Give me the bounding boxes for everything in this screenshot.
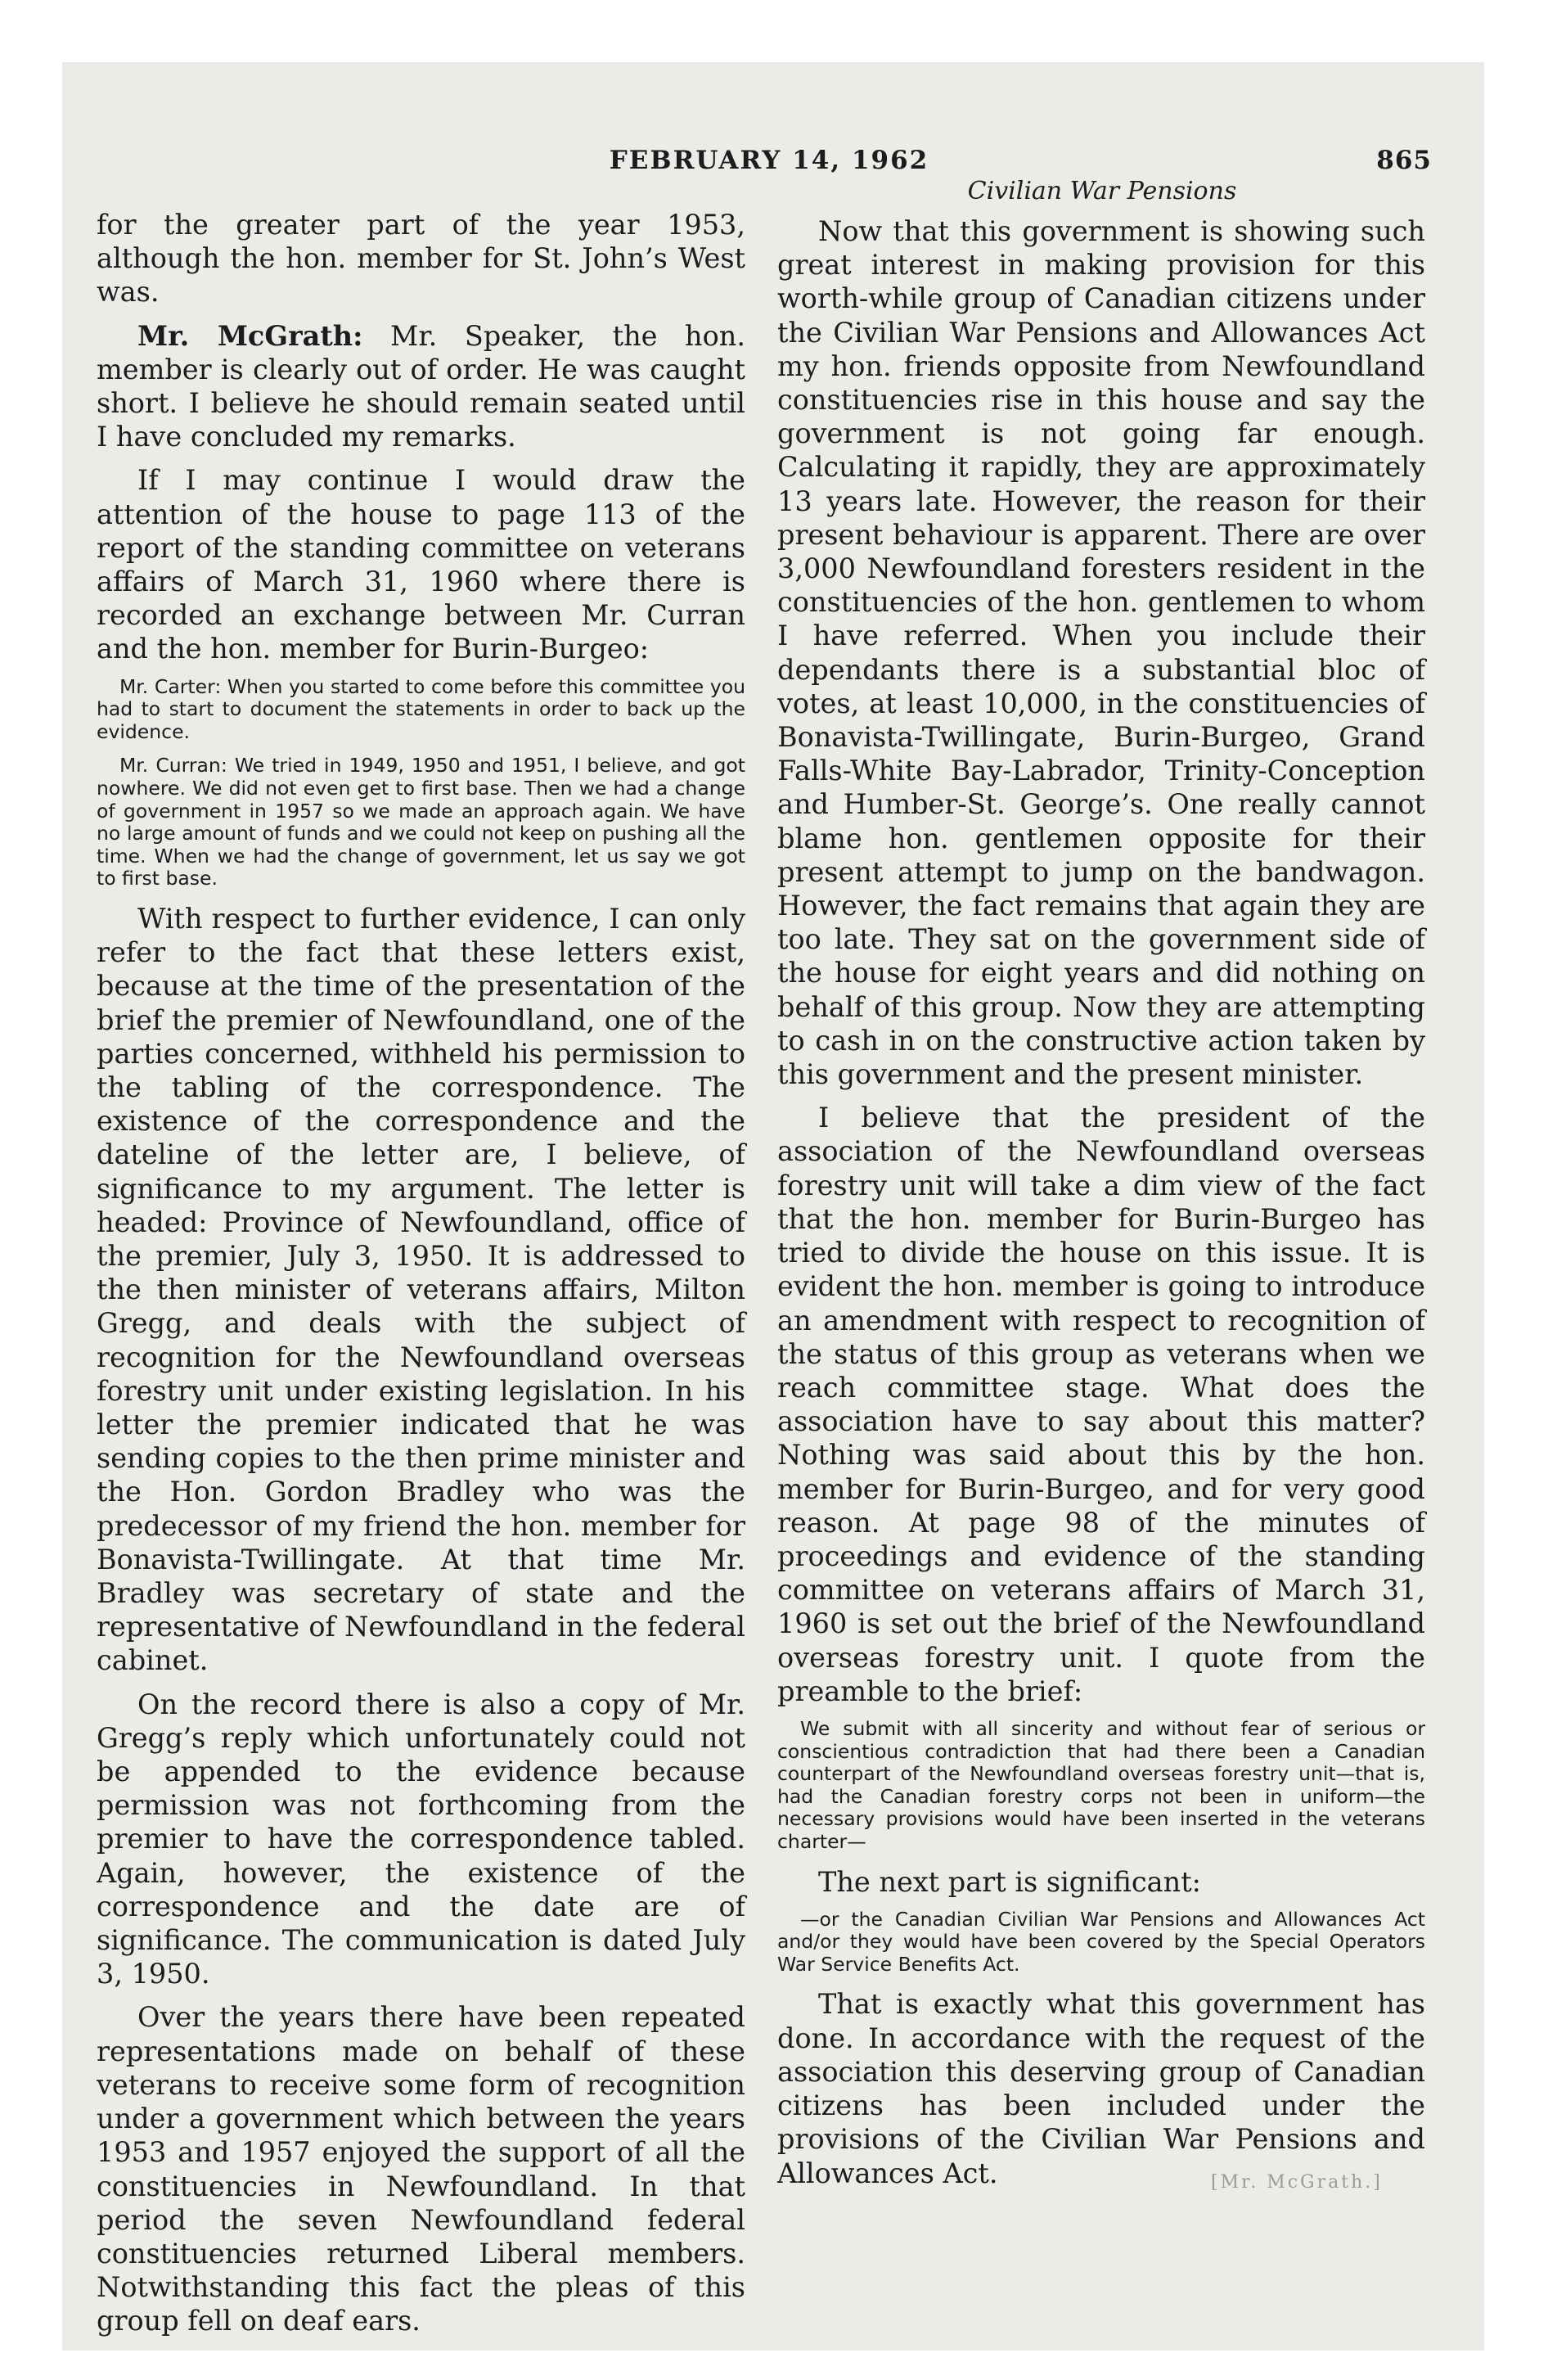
paragraph: On the record there is also a copy of Mr. Gregg’s reply which unfortunately could not be appended to the evidence because permission was not forthcoming from the premier to have the correspondence tabled. Again, however, the existence of the correspondence and the date are of significance. The communication is dated July 3, 1950. [97,1688,745,1990]
quoted-exchange [97,676,745,744]
left-column [97,208,745,2348]
paragraph: Now that this government is showing such great interest in making provision for this worth-while group of Canadian citizens under the Civilian War Pensions and Allowances Act my hon. friends opposite from Newfoundland constituencies rise in this house and say the government is not going far enough. Calculating it rapidly, they are approximately 13 years late. However, the reason for their present behaviour is apparent. There are over 3,000 Newfoundland foresters resident in the constituencies of the hon. gentlemen to whom I have referred. When you include their dependants there is a substantial bloc of votes, at least 10,000, in the constituencies of Bonavista-Twillingate, Burin-Burgeo, Grand Falls-White Bay-Labrador, Trinity-Conception and Humber-St. George’s. One really cannot blame hon. gentlemen opposite for their present attempt to jump on the bandwagon. However, the fact remains that again they are too late. They sat on the government side of the house for eight years and did nothing on behalf of this group. Now they are attempting to cash in on the constructive action taken by this government and the present minister. [777,215,1425,1091]
paragraph [97,319,745,454]
speech-text: When you started to come before this committee you had to start to document the statements in order to back up the evidence. [97,674,746,743]
speech-text: We tried in 1949, 1950 and 1951, I believe, and got nowhere. We did not even get to first base. Then we had a change of government in 1957 so we made an approach again. We have no large amount of funds and we could not keep on pushing all the time. When we had the change of government, let us say we got to first base. [97,754,745,890]
speaker-name: Mr. McGrath: [137,319,363,352]
paragraph: That is exactly what this government has done. In accordance with the request of the association this deserving group of Canadian citizens has been included under the provisions of the Civilian War Pensions and Allowances Act. [777,1988,1425,2189]
speaker-footer-mark: [Mr. McGrath.] [1211,2172,1383,2193]
block-quote: We submit with all sincerity and without fear of serious or conscientious contradiction that had there been a Canadian counterpart of the Newfoundland overseas forestry unit—that is, had the Canadian forestry corps not been in uniform—the necessary provisions would have been inserted in the veterans charter— [777,1716,1425,1853]
paragraph: If I may continue I would draw the attention of the house to page 113 of the report of the standing committee on veterans affairs of March 31, 1960 where there is recorded an exchange between Mr. Curran and the hon. member for Burin-Burgeo: [97,464,745,665]
speaker-name: Mr. Carter: [119,674,222,698]
page-date: FEBRUARY 14, 1962 [609,146,929,175]
speaker-name: Mr. Curran: [119,754,227,778]
quoted-exchange [97,755,745,890]
paragraph: Over the years there have been repeated representations made on behalf of these veterans to receive some form of recognition under a government which between the years 1953 and 1957 enjoyed the support of all the constituencies in Newfoundland. In that period the seven Newfoundland federal constituencies returned Liberal members. Notwithstanding this fact the pleas of this group fell on deaf ears. [97,2001,745,2337]
paragraph: I believe that the president of the association of the Newfoundland overseas forestry unit will take a dim view of the fact that the hon. member for Burin-Burgeo has tried to divide the house on this issue. It is evident the hon. member is going to introduce an amendment with respect to recognition of the status of this group as veterans when we reach committee stage. What does the association have to say about this matter? Nothing was said about this by the hon. member for Burin-Burgeo, and for very good reason. At page 98 of the minutes of proceedings and evidence of the standing committee on veterans affairs of March 31, 1960 is set out the brief of the Newfoundland overseas forestry unit. I quote from the preamble to the brief: [777,1102,1425,1707]
right-column [777,214,1425,2200]
block-quote: —or the Canadian Civilian War Pensions and Allowances Act and/or they would have been covered by the Special Operators War Service Benefits Act. [777,1907,1425,1976]
speech-text: Mr. Speaker, the hon. member is clearly out of order. He was caught short. I believe he should remain seated until I have concluded my remarks. [97,319,745,453]
paragraph: The next part is significant: [818,1865,1201,1898]
paragraph: for the greater part of the year 1953, although the hon. member for St. John’s West was. [97,209,745,309]
page-subject: Civilian War Pensions [967,177,1237,205]
page-number: 865 [1376,146,1432,175]
paragraph: With respect to further evidence, I can only refer to the fact that these letters exist, because at the time of the presentation of the brief the premier of Newfoundland, one of the parties concerned, withheld his permission to the tabling of the correspondence. The existence of the correspondence and the dateline of the letter are, I believe, of significance to my argument. The letter is headed: Province of Newfoundland, office of the premier, July 3, 1950. It is addressed to the then minister of veterans affairs, Milton Gregg, and deals with the subject of recognition for the Newfoundland overseas forestry unit under existing legislation. In his letter the premier indicated that he was sending copies to the then prime minister and the Hon. Gordon Bradley who was the predecessor of my friend the hon. member for Bonavista-Twillingate. At that time Mr. Bradley was secretary of state and the representative of Newfoundland in the federal cabinet. [97,902,745,1677]
